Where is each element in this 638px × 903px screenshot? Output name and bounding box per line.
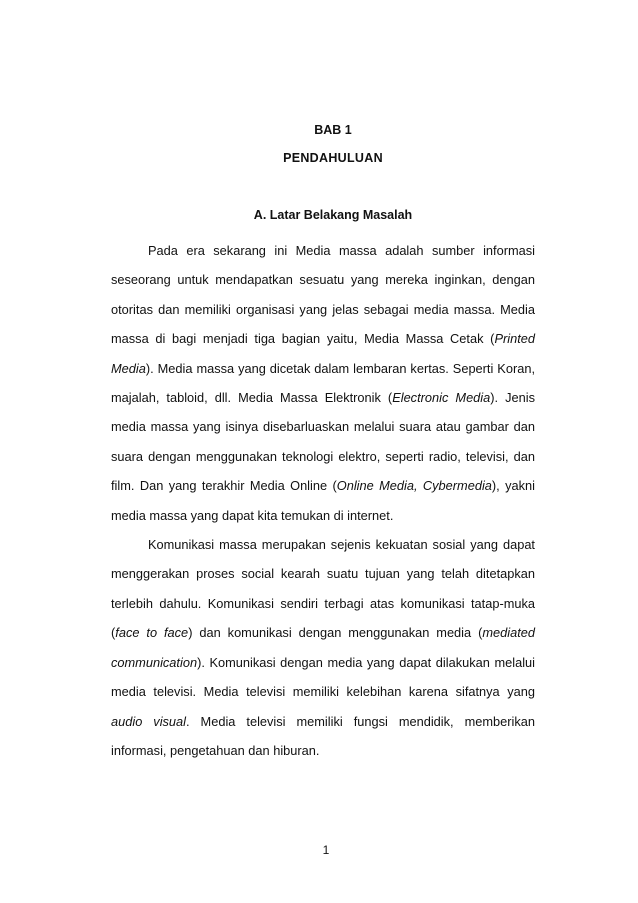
text-run: ). Jenis media massa yang isinya disebarluaskan melalui suara atau gambar dan suara dengan menggunakan teknologi elektro, seperti radio, televisi, dan film. Dan yang terakhir Media Online ( [111, 390, 535, 494]
paragraph-2 [111, 530, 535, 765]
body-text [111, 236, 535, 765]
italic-term: face to face [115, 625, 189, 641]
text-run: Komunikasi massa merupakan sejenis kekuatan sosial yang dapat menggerakan proses social kearah suatu tujuan yang telah ditetapkan terlebih dahulu. Komunikasi sendiri terbagi atas komunikasi tatap-muka ( [111, 537, 535, 641]
text-run: ), yakni media massa yang dapat kita temukan di internet. [111, 478, 535, 523]
paragraph-1 [111, 236, 535, 530]
chapter-label: BAB 1 [314, 123, 352, 137]
italic-term: Electronic Media [392, 390, 491, 406]
text-run: Pada era sekarang ini Media massa adalah sumber informasi seseorang untuk mendapatkan sesuatu yang mereka inginkan, dengan otoritas dan memiliki organisasi yang jelas sebagai media massa. Media massa di bagi menjadi tiga bagian yaitu, Media Massa Cetak ( [111, 243, 535, 347]
text-run: ). Komunikasi dengan media yang dapat dilakukan melalui media televisi. Media televisi memiliki kelebihan karena sifatnya yang [111, 654, 535, 700]
text-run: ) dan komunikasi dengan menggunakan media ( [188, 625, 483, 641]
italic-term: Printed Media [111, 331, 535, 376]
text-run: ). Media massa yang dicetak dalam lembaran kertas. Seperti Koran, majalah, tabloid, dll. Media Massa Elektronik ( [111, 360, 535, 406]
italic-term: audio visual [111, 713, 187, 729]
italic-term: mediated communication [111, 625, 535, 670]
chapter-title: PENDAHULUAN [283, 151, 383, 165]
text-run: . Media televisi memiliki fungsi mendidik, memberikan informasi, pengetahuan dan hiburan. [111, 713, 535, 758]
italic-term: Online Media, Cybermedia [336, 478, 492, 494]
page-number: 1 [322, 843, 330, 857]
section-heading: A. Latar Belakang Masalah [253, 208, 413, 222]
